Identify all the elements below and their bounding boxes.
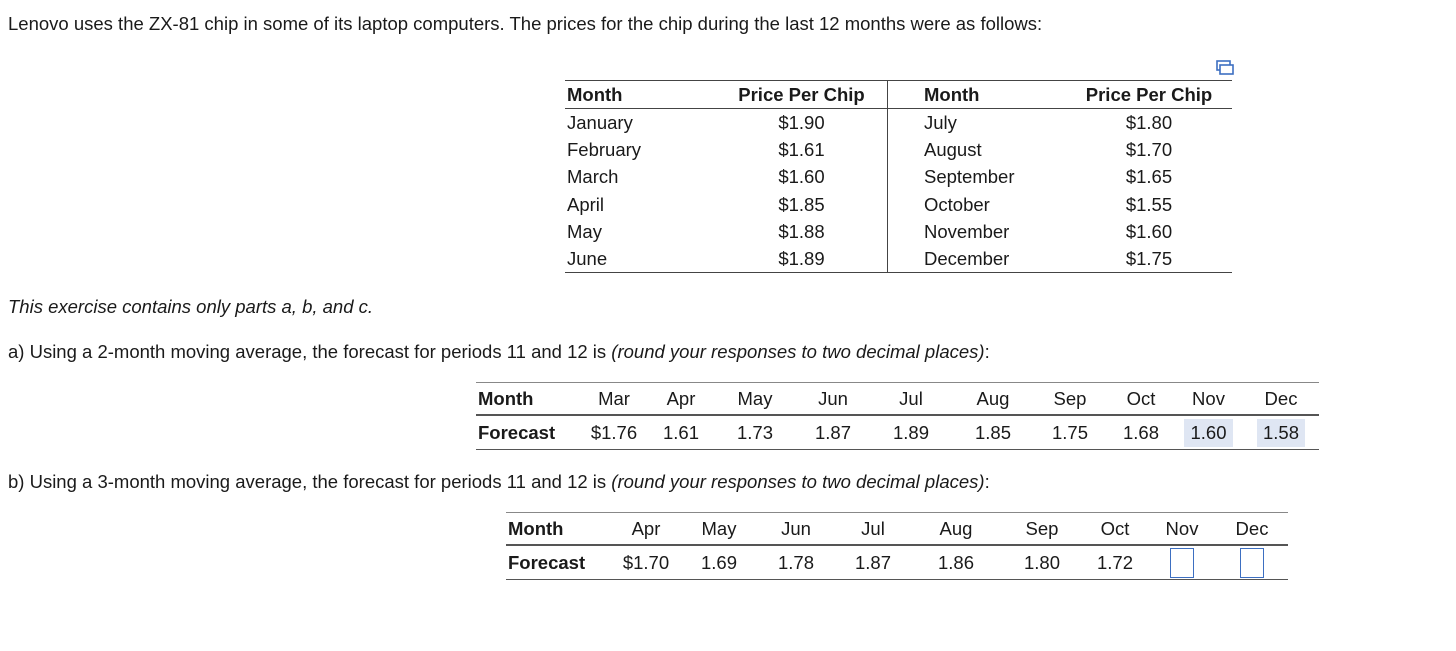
forecast-nov-cell[interactable] xyxy=(1174,415,1243,450)
forecast-value: 1.86 xyxy=(910,545,1002,580)
month-header: Apr xyxy=(610,513,682,546)
price-table-header xyxy=(565,81,1232,109)
forecast-value: 1.87 xyxy=(836,545,910,580)
answered-forecast-dec[interactable]: 1.58 xyxy=(1257,419,1305,447)
header-price-1: Price Per Chip xyxy=(716,81,888,109)
month-cell: September xyxy=(888,163,1067,190)
month-header: Sep xyxy=(1002,513,1082,546)
part-a-hint: (round your responses to two decimal places) xyxy=(611,341,985,362)
forecast-value: 1.72 xyxy=(1082,545,1148,580)
part-a-suffix: : xyxy=(984,341,990,362)
price-cell: $1.88 xyxy=(778,220,825,242)
copy-table-icon[interactable] xyxy=(1214,59,1234,76)
price-cell: $1.85 xyxy=(778,193,825,215)
forecast-value: 1.78 xyxy=(756,545,836,580)
forecast-value: 1.85 xyxy=(954,415,1032,450)
month-header: Nov xyxy=(1174,383,1243,416)
month-cell: October xyxy=(888,191,1067,218)
month-header: Jul xyxy=(868,383,954,416)
forecast-value: 1.89 xyxy=(868,415,954,450)
forecast-value: 1.61 xyxy=(650,415,712,450)
month-cell: November xyxy=(888,218,1067,245)
price-cell: $1.89 xyxy=(716,245,888,273)
part-b-question xyxy=(8,471,990,493)
price-cell: $1.65 xyxy=(1125,166,1173,188)
price-table xyxy=(565,80,1232,273)
month-header: Jul xyxy=(836,513,910,546)
month-header: Jun xyxy=(756,513,836,546)
forecast-dec-cell xyxy=(1216,545,1288,580)
header-month-2: Month xyxy=(888,81,1067,109)
month-header: May xyxy=(682,513,756,546)
forecast-value-row xyxy=(476,415,1319,450)
part-a-question xyxy=(8,341,990,363)
month-cell: March xyxy=(567,166,619,188)
forecast-header-row xyxy=(476,383,1319,416)
month-header: Oct xyxy=(1082,513,1148,546)
forecast-table-3month xyxy=(506,512,1288,580)
price-cell: $1.70 xyxy=(1125,139,1173,161)
table-row xyxy=(565,136,1232,163)
header-price-2: Price Per Chip xyxy=(1066,81,1232,109)
price-cell: $1.75 xyxy=(1066,245,1232,273)
month-header: Sep xyxy=(1032,383,1108,416)
part-b-prompt: b) Using a 3-month moving average, the forecast for periods 11 and 12 is xyxy=(8,471,612,492)
forecast-value: 1.69 xyxy=(682,545,756,580)
price-cell: $1.60 xyxy=(778,166,825,188)
month-cell: June xyxy=(565,245,716,273)
part-b-hint: (round your responses to two decimal places) xyxy=(611,471,985,492)
month-header: May xyxy=(712,383,798,416)
forecast-value: 1.68 xyxy=(1108,415,1174,450)
month-header: Apr xyxy=(650,383,712,416)
price-cell: $1.61 xyxy=(778,139,825,161)
answered-forecast-nov[interactable]: 1.60 xyxy=(1184,419,1232,447)
month-header: Nov xyxy=(1148,513,1216,546)
price-cell: $1.80 xyxy=(1125,112,1173,134)
forecast-table-2month xyxy=(476,382,1319,450)
problem-intro: Lenovo uses the ZX-81 chip in some of its laptop computers. The prices for the chip during the last 12 months were as follows: xyxy=(8,13,1043,34)
forecast-value-row xyxy=(506,545,1288,580)
month-cell: May xyxy=(567,220,602,242)
month-header: Dec xyxy=(1216,513,1288,546)
forecast-value: $1.70 xyxy=(610,545,682,580)
month-cell: July xyxy=(888,109,1067,137)
forecast-value: 1.87 xyxy=(798,415,868,450)
month-header: Mar xyxy=(578,383,650,416)
forecast-nov-cell xyxy=(1148,545,1216,580)
month-header: Jun xyxy=(798,383,868,416)
header-month-1: Month xyxy=(565,81,716,109)
month-cell: April xyxy=(567,193,605,215)
forecast-dec-cell[interactable] xyxy=(1243,415,1319,450)
forecast-nov-input[interactable] xyxy=(1170,548,1194,578)
month-header: Dec xyxy=(1243,383,1319,416)
forecast-value: 1.75 xyxy=(1032,415,1108,450)
month-cell: December xyxy=(888,245,1067,273)
month-cell: February xyxy=(567,139,642,161)
forecast-value: 1.73 xyxy=(712,415,798,450)
price-cell: $1.55 xyxy=(1125,193,1173,215)
forecast-value: $1.76 xyxy=(578,415,650,450)
row-label-forecast: Forecast xyxy=(476,415,578,450)
table-row xyxy=(565,163,1232,190)
table-row xyxy=(565,191,1232,218)
row-label-month: Month xyxy=(506,513,610,546)
month-cell: August xyxy=(888,136,1067,163)
price-cell: $1.60 xyxy=(1125,220,1173,242)
forecast-dec-input[interactable] xyxy=(1240,548,1264,578)
table-row xyxy=(565,218,1232,245)
row-label-forecast: Forecast xyxy=(506,545,610,580)
forecast-header-row xyxy=(506,513,1288,546)
month-header: Aug xyxy=(910,513,1002,546)
exercise-note: This exercise contains only parts a, b, and c. xyxy=(8,296,374,317)
month-header: Oct xyxy=(1108,383,1174,416)
table-row xyxy=(565,245,1232,273)
row-label-month: Month xyxy=(476,383,578,416)
forecast-value: 1.80 xyxy=(1002,545,1082,580)
price-cell: $1.90 xyxy=(778,112,825,134)
table-row xyxy=(565,109,1232,137)
part-a-prompt: a) Using a 2-month moving average, the forecast for periods 11 and 12 is xyxy=(8,341,612,362)
month-header: Aug xyxy=(954,383,1032,416)
month-cell: January xyxy=(567,112,633,134)
part-b-suffix: : xyxy=(984,471,990,492)
